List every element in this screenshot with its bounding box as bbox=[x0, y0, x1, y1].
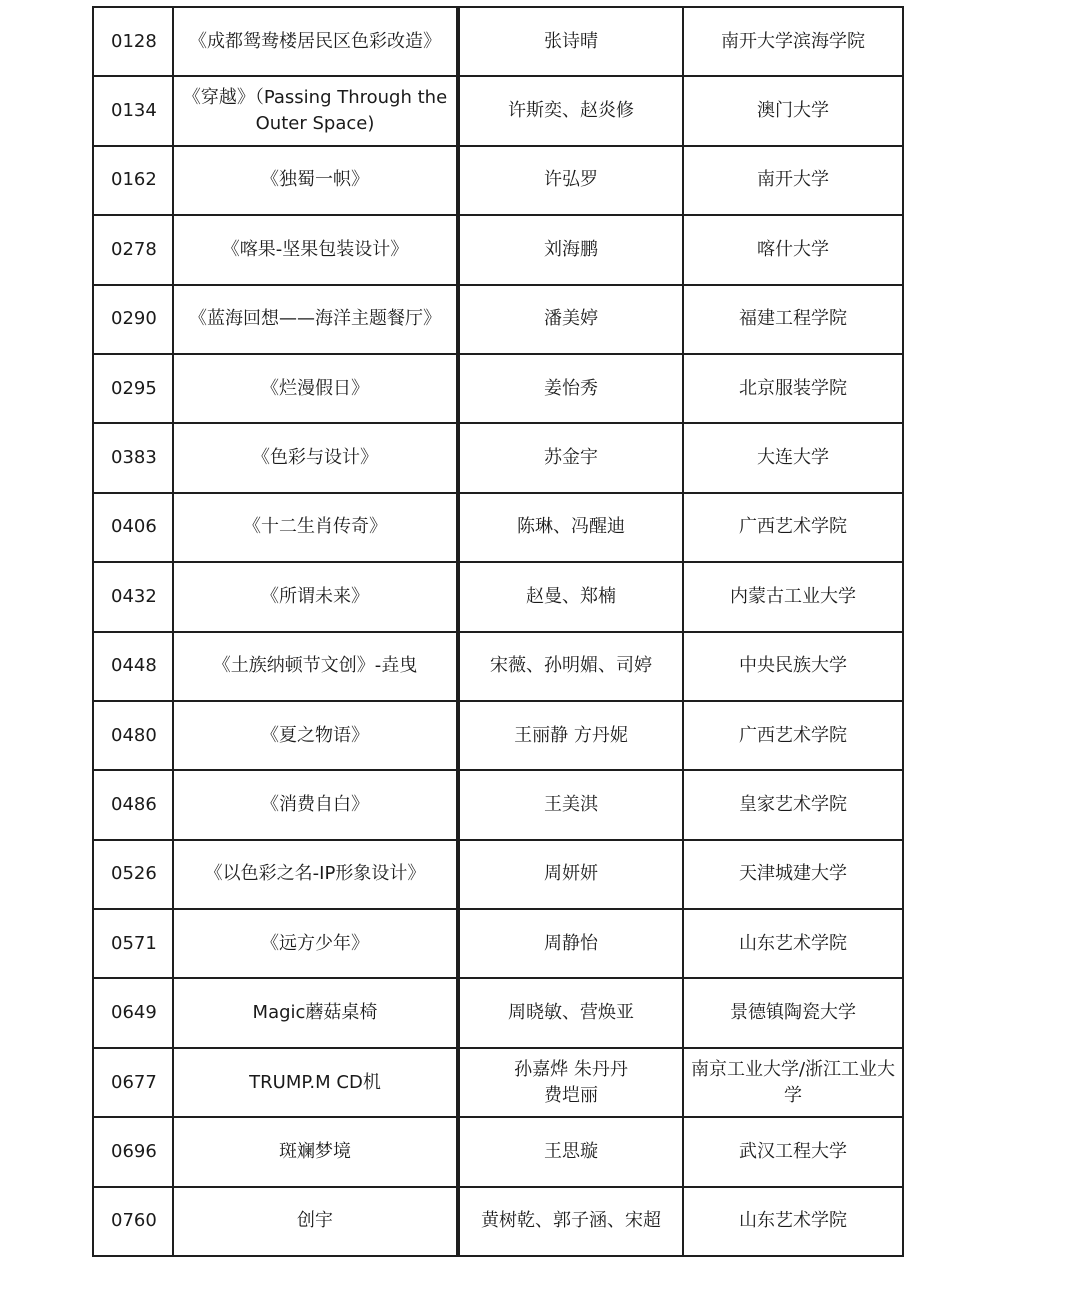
work-title-cell: 斑斓梦境 bbox=[173, 1117, 458, 1186]
school-cell: 南开大学 bbox=[683, 146, 903, 215]
work-title-cell: 《消费自白》 bbox=[173, 770, 458, 839]
results-table-body bbox=[93, 7, 903, 1256]
school-cell: 广西艺术学院 bbox=[683, 493, 903, 562]
entry-id-cell: 0526 bbox=[93, 840, 173, 909]
work-title-cell: 《独蜀一帜》 bbox=[173, 146, 458, 215]
table-row bbox=[93, 354, 903, 423]
work-title-cell: 《远方少年》 bbox=[173, 909, 458, 978]
entry-id-cell: 0696 bbox=[93, 1117, 173, 1186]
authors-cell: 王美淇 bbox=[458, 770, 683, 839]
authors-cell: 孙嘉烨 朱丹丹 费垲丽 bbox=[458, 1048, 683, 1117]
work-title-cell: 《夏之物语》 bbox=[173, 701, 458, 770]
school-cell: 大连大学 bbox=[683, 423, 903, 492]
work-title-cell: TRUMP.M CD机 bbox=[173, 1048, 458, 1117]
authors-cell: 周妍妍 bbox=[458, 840, 683, 909]
authors-cell: 周晓敏、营焕亚 bbox=[458, 978, 683, 1047]
school-cell: 山东艺术学院 bbox=[683, 1187, 903, 1256]
authors-cell: 潘美婷 bbox=[458, 285, 683, 354]
entry-id-cell: 0480 bbox=[93, 701, 173, 770]
authors-cell: 苏金宇 bbox=[458, 423, 683, 492]
table-row bbox=[93, 562, 903, 631]
authors-cell: 张诗晴 bbox=[458, 7, 683, 76]
school-cell: 南京工业大学/浙江工业大学 bbox=[683, 1048, 903, 1117]
work-title-cell: 《烂漫假日》 bbox=[173, 354, 458, 423]
entry-id-cell: 0677 bbox=[93, 1048, 173, 1117]
school-cell: 山东艺术学院 bbox=[683, 909, 903, 978]
entry-id-cell: 0649 bbox=[93, 978, 173, 1047]
school-cell: 福建工程学院 bbox=[683, 285, 903, 354]
table-row bbox=[93, 632, 903, 701]
table-row bbox=[93, 1187, 903, 1256]
authors-cell: 黄树乾、郭子涵、宋超 bbox=[458, 1187, 683, 1256]
entry-id-cell: 0295 bbox=[93, 354, 173, 423]
work-title-cell: 《十二生肖传奇》 bbox=[173, 493, 458, 562]
table-row bbox=[93, 909, 903, 978]
school-cell: 景德镇陶瓷大学 bbox=[683, 978, 903, 1047]
results-table bbox=[92, 6, 904, 1257]
table-row bbox=[93, 76, 903, 145]
entry-id-cell: 0432 bbox=[93, 562, 173, 631]
entry-id-cell: 0448 bbox=[93, 632, 173, 701]
work-title-cell: 《成都鸳鸯楼居民区色彩改造》 bbox=[173, 7, 458, 76]
authors-cell: 刘海鹏 bbox=[458, 215, 683, 284]
work-title-cell: 《色彩与设计》 bbox=[173, 423, 458, 492]
work-title-cell: 《蓝海回想——海洋主题餐厅》 bbox=[173, 285, 458, 354]
table-row bbox=[93, 493, 903, 562]
school-cell: 广西艺术学院 bbox=[683, 701, 903, 770]
school-cell: 喀什大学 bbox=[683, 215, 903, 284]
table-row bbox=[93, 423, 903, 492]
table-row bbox=[93, 7, 903, 76]
school-cell: 内蒙古工业大学 bbox=[683, 562, 903, 631]
table-row bbox=[93, 285, 903, 354]
school-cell: 武汉工程大学 bbox=[683, 1117, 903, 1186]
work-title-cell: 《以色彩之名-IP形象设计》 bbox=[173, 840, 458, 909]
work-title-cell: 《穿越》（Passing Through the Outer Space) bbox=[173, 76, 458, 145]
authors-cell: 赵曼、郑楠 bbox=[458, 562, 683, 631]
authors-cell: 姜怡秀 bbox=[458, 354, 683, 423]
school-cell: 南开大学滨海学院 bbox=[683, 7, 903, 76]
authors-cell: 陈琳、冯醒迪 bbox=[458, 493, 683, 562]
entry-id-cell: 0383 bbox=[93, 423, 173, 492]
table-row bbox=[93, 1048, 903, 1117]
work-title-cell: Magic蘑菇桌椅 bbox=[173, 978, 458, 1047]
table-row bbox=[93, 146, 903, 215]
authors-cell: 许弘罗 bbox=[458, 146, 683, 215]
table-row bbox=[93, 978, 903, 1047]
table-row bbox=[93, 840, 903, 909]
entry-id-cell: 0406 bbox=[93, 493, 173, 562]
school-cell: 皇家艺术学院 bbox=[683, 770, 903, 839]
work-title-cell: 《喀果-坚果包装设计》 bbox=[173, 215, 458, 284]
entry-id-cell: 0162 bbox=[93, 146, 173, 215]
work-title-cell: 创宇 bbox=[173, 1187, 458, 1256]
school-cell: 北京服装学院 bbox=[683, 354, 903, 423]
entry-id-cell: 0278 bbox=[93, 215, 173, 284]
work-title-cell: 《土族纳顿节文创》-垚曳 bbox=[173, 632, 458, 701]
authors-cell: 王丽静 方丹妮 bbox=[458, 701, 683, 770]
entry-id-cell: 0486 bbox=[93, 770, 173, 839]
school-cell: 中央民族大学 bbox=[683, 632, 903, 701]
table-row bbox=[93, 701, 903, 770]
table-row bbox=[93, 770, 903, 839]
results-table-container bbox=[92, 6, 902, 1257]
entry-id-cell: 0571 bbox=[93, 909, 173, 978]
table-row bbox=[93, 1117, 903, 1186]
school-cell: 天津城建大学 bbox=[683, 840, 903, 909]
authors-cell: 王思璇 bbox=[458, 1117, 683, 1186]
school-cell: 澳门大学 bbox=[683, 76, 903, 145]
authors-cell: 宋薇、孙明媚、司婷 bbox=[458, 632, 683, 701]
entry-id-cell: 0760 bbox=[93, 1187, 173, 1256]
entry-id-cell: 0134 bbox=[93, 76, 173, 145]
authors-cell: 周静怡 bbox=[458, 909, 683, 978]
table-row bbox=[93, 215, 903, 284]
entry-id-cell: 0290 bbox=[93, 285, 173, 354]
authors-cell: 许斯奕、赵炎修 bbox=[458, 76, 683, 145]
work-title-cell: 《所谓未来》 bbox=[173, 562, 458, 631]
entry-id-cell: 0128 bbox=[93, 7, 173, 76]
